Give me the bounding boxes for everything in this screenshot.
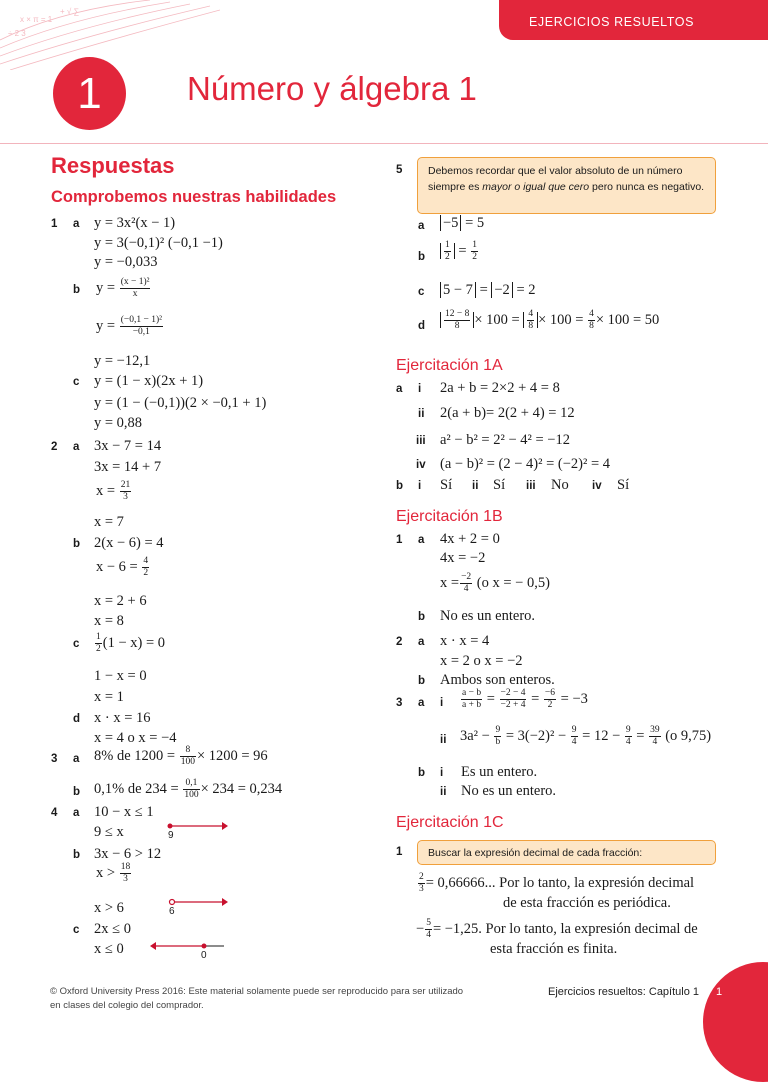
math-line: (a − b)² = (2 − 4)² = (−2)² = 4	[440, 456, 611, 472]
part-label: b	[418, 675, 426, 687]
question-number: 3	[51, 753, 58, 765]
fraction	[120, 315, 163, 338]
math-line: a² − b² = 2² − 4² = −12	[440, 432, 570, 448]
math-line: x = 8	[94, 613, 124, 629]
numerator: 9	[571, 725, 577, 735]
sub-part-label: i	[418, 480, 422, 492]
math-text: = 5	[465, 215, 485, 231]
part-label: c	[73, 376, 80, 388]
part-label: b	[418, 251, 426, 263]
number-line-tick: 9	[168, 830, 174, 841]
math-line: x ≤ 0	[94, 941, 124, 957]
math-text: 3a² −	[460, 727, 490, 744]
sub-part-label: ii	[472, 480, 479, 492]
denominator: 2	[445, 252, 450, 262]
math-line: 9 ≤ x	[94, 824, 124, 840]
chapter-number-badge: 1	[53, 57, 126, 130]
math-text: = −3	[560, 690, 588, 707]
number-line-tick: 6	[169, 906, 175, 917]
answer-text: Sí	[617, 477, 630, 493]
question-number: 2	[396, 636, 403, 648]
denominator: 2	[143, 568, 149, 578]
svg-text:÷ 2 3: ÷ 2 3	[8, 29, 26, 38]
part-label: b	[73, 284, 81, 296]
numerator: 18	[120, 862, 131, 872]
numerator: 21	[120, 480, 131, 490]
fraction	[418, 872, 425, 895]
math-line: y = −0,033	[94, 254, 158, 270]
decorative-pattern	[0, 0, 220, 70]
numerator: 5	[426, 918, 431, 928]
denominator: a + b	[462, 700, 482, 710]
numerator: (x − 1)²	[120, 277, 150, 287]
absolute-value	[440, 240, 455, 262]
fraction	[588, 309, 595, 332]
math-line: 10 − x ≤ 1	[94, 804, 154, 820]
absolute-value	[440, 309, 474, 331]
part-label: b	[396, 480, 404, 492]
math-fraction-line: $\frac{1}{2}$ = $\frac{1}{2}$	[440, 240, 479, 263]
denominator: 3	[123, 492, 128, 502]
fraction	[649, 725, 661, 748]
fraction	[180, 745, 196, 768]
answers-heading: Respuestas	[51, 153, 175, 178]
numerator: 12 − 8	[445, 309, 470, 319]
denominator: 100	[180, 757, 195, 767]
section-heading-1b: Ejercitación 1B	[396, 508, 503, 525]
math-fraction-line	[96, 862, 132, 885]
number-line-c	[148, 938, 228, 960]
fraction	[444, 309, 470, 332]
math-text: = 12 −	[582, 727, 621, 744]
fraction	[500, 688, 527, 711]
absolute-value: −2	[491, 282, 512, 298]
math-line: 4x = −2	[440, 550, 486, 566]
answer-text: No	[551, 477, 569, 493]
math-text: x =	[96, 482, 116, 499]
denominator: 4	[652, 737, 658, 747]
denominator: b	[495, 737, 501, 747]
fraction	[183, 778, 199, 801]
fraction	[544, 688, 556, 711]
question-number: 4	[51, 807, 58, 819]
numerator: 0,1	[183, 778, 199, 790]
math-text: 8% de 1200 =	[94, 747, 176, 764]
denominator: 2	[472, 252, 477, 262]
numerator: −6	[544, 688, 556, 698]
math-line: 5 − 7 = −2 = 2	[440, 282, 536, 299]
math-line: 3x − 6 > 12	[94, 846, 162, 862]
absolute-value: 5 − 7	[440, 282, 476, 298]
sub-part-label: ii	[440, 786, 447, 798]
chapter-title: Número y álgebra 1	[187, 70, 477, 107]
denominator: 2	[96, 644, 101, 654]
math-line: 1 − x = 0	[94, 668, 147, 684]
numerator: 9	[625, 725, 631, 735]
number-line-a	[150, 818, 230, 840]
math-line: 4x + 2 = 0	[440, 531, 500, 547]
sub-part-label: ii	[440, 734, 447, 746]
page-number-badge	[703, 962, 768, 1082]
section-heading-1a: Ejercitación 1A	[396, 357, 503, 374]
part-label: d	[418, 320, 426, 332]
math-line: y = 3x²(x − 1)	[94, 215, 176, 231]
math-line: No es un entero.	[440, 608, 536, 624]
fraction	[471, 240, 478, 263]
numerator: 1	[445, 240, 450, 250]
absolute-value: −5	[440, 215, 461, 231]
denominator: 4	[463, 584, 469, 594]
math-text: = 3(−2)² −	[505, 727, 567, 744]
numerator: 2	[419, 872, 424, 882]
absolute-value	[523, 309, 538, 331]
numerator: 1	[472, 240, 477, 250]
denominator: 4	[426, 930, 431, 940]
hint-callout	[417, 157, 716, 214]
math-text: = 2	[516, 282, 536, 298]
part-label: b	[418, 767, 426, 779]
fraction	[444, 240, 451, 263]
math-fraction-line	[96, 480, 132, 503]
fraction	[494, 725, 501, 748]
numerator: −2 − 4	[500, 688, 526, 698]
math-text: =	[636, 727, 645, 744]
denominator: x	[132, 289, 138, 299]
denominator: −2 + 4	[500, 700, 526, 710]
question-number: 1	[396, 846, 403, 858]
part-label: b	[73, 786, 81, 798]
numerator: 9	[495, 725, 501, 735]
math-line: x · x = 16	[94, 710, 151, 726]
copyright-notice: © Oxford University Press 2016: Este material solamente puede ser reproducido para ser utilizado en clases del colegio del comprador.	[50, 986, 464, 1011]
math-line: Ambos son enteros.	[440, 672, 555, 688]
math-line	[440, 215, 484, 232]
math-line: x · x = 4	[440, 633, 490, 649]
math-text: (o 9,75)	[665, 727, 712, 744]
sub-part-label: i	[440, 697, 444, 709]
part-label: a	[73, 807, 80, 819]
fraction	[527, 309, 534, 332]
sub-part-label: iii	[416, 435, 426, 447]
fraction	[625, 725, 632, 748]
question-number: 2	[51, 441, 58, 453]
numerator: 39	[650, 725, 660, 735]
footer-chapter-label: Ejercicios resueltos: Capítulo 1	[548, 986, 700, 998]
part-label: b	[73, 538, 81, 550]
answer-text: Sí	[440, 477, 453, 493]
denominator: 8	[528, 321, 534, 331]
math-fraction-line	[94, 745, 268, 768]
denominator: 100	[184, 790, 199, 800]
math-text: 0,1% de 234 =	[94, 780, 179, 797]
part-label: a	[396, 383, 403, 395]
numerator: 4	[528, 309, 534, 319]
math-line: y = (1 − (−0,1))(2 × −0,1 + 1)	[94, 395, 267, 411]
math-fraction-line	[417, 872, 694, 895]
answer-text: Sí	[493, 477, 506, 493]
denominator: 2	[547, 700, 553, 710]
math-text: × 1200 = 96	[196, 747, 268, 764]
denominator: 8	[589, 321, 594, 331]
denominator: 3	[419, 884, 424, 894]
math-fraction-line	[440, 572, 550, 595]
math-line: 2x ≤ 0	[94, 921, 131, 937]
part-label: c	[418, 286, 425, 298]
fraction	[120, 277, 151, 300]
section-label: EJERCICIOS RESUELTOS	[499, 0, 768, 40]
math-line: de esta fracción es periódica.	[503, 895, 671, 911]
math-text: × 100 =	[538, 311, 584, 328]
fraction	[460, 572, 472, 595]
math-line: 2a + b = 2×2 + 4 = 8	[440, 380, 560, 396]
header-divider	[0, 143, 768, 144]
math-fraction-line	[94, 632, 165, 655]
denominator: −0,1	[132, 327, 150, 337]
math-line: x = 2 + 6	[94, 593, 147, 609]
fraction	[120, 480, 132, 503]
math-text: = 0,66666... Por lo tanto, la expresión decimal	[425, 874, 695, 891]
math-line: y = 3(−0,1)² (−0,1 −1)	[94, 235, 223, 251]
numerator: (−0,1 − 1)²	[120, 315, 162, 325]
numerator: −2	[461, 572, 472, 582]
math-text: y =	[96, 279, 116, 296]
fraction	[142, 556, 149, 579]
fraction	[461, 688, 482, 711]
part-label: b	[73, 849, 81, 861]
math-fraction-line: − $\frac{5}{4}$ = −1,25. Por lo tanto, la expresión decimal de	[416, 918, 698, 940]
numerator: 4	[589, 309, 594, 319]
math-text: × 234 = 0,234	[200, 780, 283, 797]
part-label: c	[73, 924, 80, 936]
math-line: x = 4 o x = −4	[94, 730, 177, 746]
hint-callout: Buscar la expresión decimal de cada fracción:	[417, 840, 716, 865]
math-line: x > 6	[94, 900, 124, 916]
page-number: 1	[716, 986, 723, 998]
sub-part-label: iv	[592, 480, 602, 492]
math-text: x =	[440, 574, 460, 591]
part-label: b	[418, 611, 426, 623]
numerator: 8	[180, 745, 196, 757]
question-number: 3	[396, 697, 403, 709]
section-heading-1c: Ejercitación 1C	[396, 814, 504, 831]
math-line: y = (1 − x)(2x + 1)	[94, 373, 204, 389]
part-label: c	[73, 638, 80, 650]
svg-text:x × π = 1: x × π = 1	[20, 15, 53, 24]
callout-text: pero nunca es negativo.	[589, 181, 705, 193]
math-text: × 100 =	[474, 311, 520, 328]
math-text: y =	[96, 317, 116, 334]
part-label: d	[73, 713, 81, 725]
part-label: a	[73, 218, 80, 230]
math-text: = −1,25. Por lo tanto, la expresión decimal de	[432, 920, 698, 937]
math-fraction-line	[96, 556, 150, 579]
sub-part-label: i	[440, 767, 444, 779]
math-text: (1 − x) = 0	[102, 634, 166, 651]
math-text: x >	[96, 864, 116, 881]
sub-part-label: iii	[526, 480, 536, 492]
part-label: a	[418, 636, 425, 648]
math-line: x = 2 o x = −2	[440, 653, 523, 669]
number-line-b	[150, 894, 230, 916]
numerator: 1	[96, 632, 101, 642]
fraction	[571, 725, 578, 748]
fraction	[425, 918, 432, 941]
math-fraction-line	[460, 725, 711, 748]
callout-text: Debemos recordar que el valor absoluto de un número siempre es	[428, 165, 683, 193]
math-line: y = 0,88	[94, 415, 143, 431]
sub-part-label: i	[418, 383, 422, 395]
numerator: 4	[143, 556, 149, 566]
svg-text:+ √ ∑: + √ ∑	[60, 7, 80, 16]
math-text: (o x = − 0,5)	[473, 574, 550, 591]
math-text: x − 6 =	[96, 558, 138, 575]
math-line: No es un entero.	[461, 783, 557, 799]
numerator: a − b	[462, 688, 482, 698]
sub-part-label: ii	[418, 408, 425, 420]
math-line: y = −12,1	[94, 353, 151, 369]
math-line: esta fracción es finita.	[490, 941, 618, 957]
denominator: 4	[625, 737, 631, 747]
denominator: 3	[123, 874, 128, 884]
sub-part-label: iv	[416, 459, 426, 471]
math-text: × 100 = 50	[595, 311, 660, 328]
part-label: a	[418, 220, 425, 232]
math-fraction-line	[94, 778, 282, 801]
math-line: 2(x − 6) = 4	[94, 535, 164, 551]
part-label: a	[73, 753, 80, 765]
math-fraction-line: $\frac{a - b}{a + b}$ = $\frac{-2 - 4}{-2 + 4}$ = $\frac{-6}{2}$ = −3	[462, 688, 588, 710]
skills-subheading: Comprobemos nuestras habilidades	[51, 188, 337, 206]
part-label: a	[418, 534, 425, 546]
math-line: 2(a + b)= 2(2 + 4) = 12	[440, 405, 575, 421]
callout-emphasis: mayor o igual que cero	[482, 181, 590, 193]
question-number: 5	[396, 164, 403, 176]
fraction	[95, 632, 102, 655]
question-number: 1	[396, 534, 403, 546]
math-fraction-line	[96, 277, 151, 300]
fraction	[120, 862, 132, 885]
math-line: Es un entero.	[461, 764, 538, 780]
number-line-tick: 0	[201, 950, 207, 961]
math-fraction-line	[440, 309, 659, 332]
part-label: a	[418, 697, 425, 709]
math-line: 3x = 14 + 7	[94, 459, 162, 475]
denominator: 8	[454, 321, 460, 331]
math-line: x = 7	[94, 514, 124, 530]
math-line: x = 1	[94, 689, 124, 705]
math-line: 3x − 7 = 14	[94, 438, 162, 454]
math-fraction-line	[96, 315, 164, 338]
denominator: 4	[571, 737, 577, 747]
part-label: a	[73, 441, 80, 453]
question-number: 1	[51, 218, 58, 230]
